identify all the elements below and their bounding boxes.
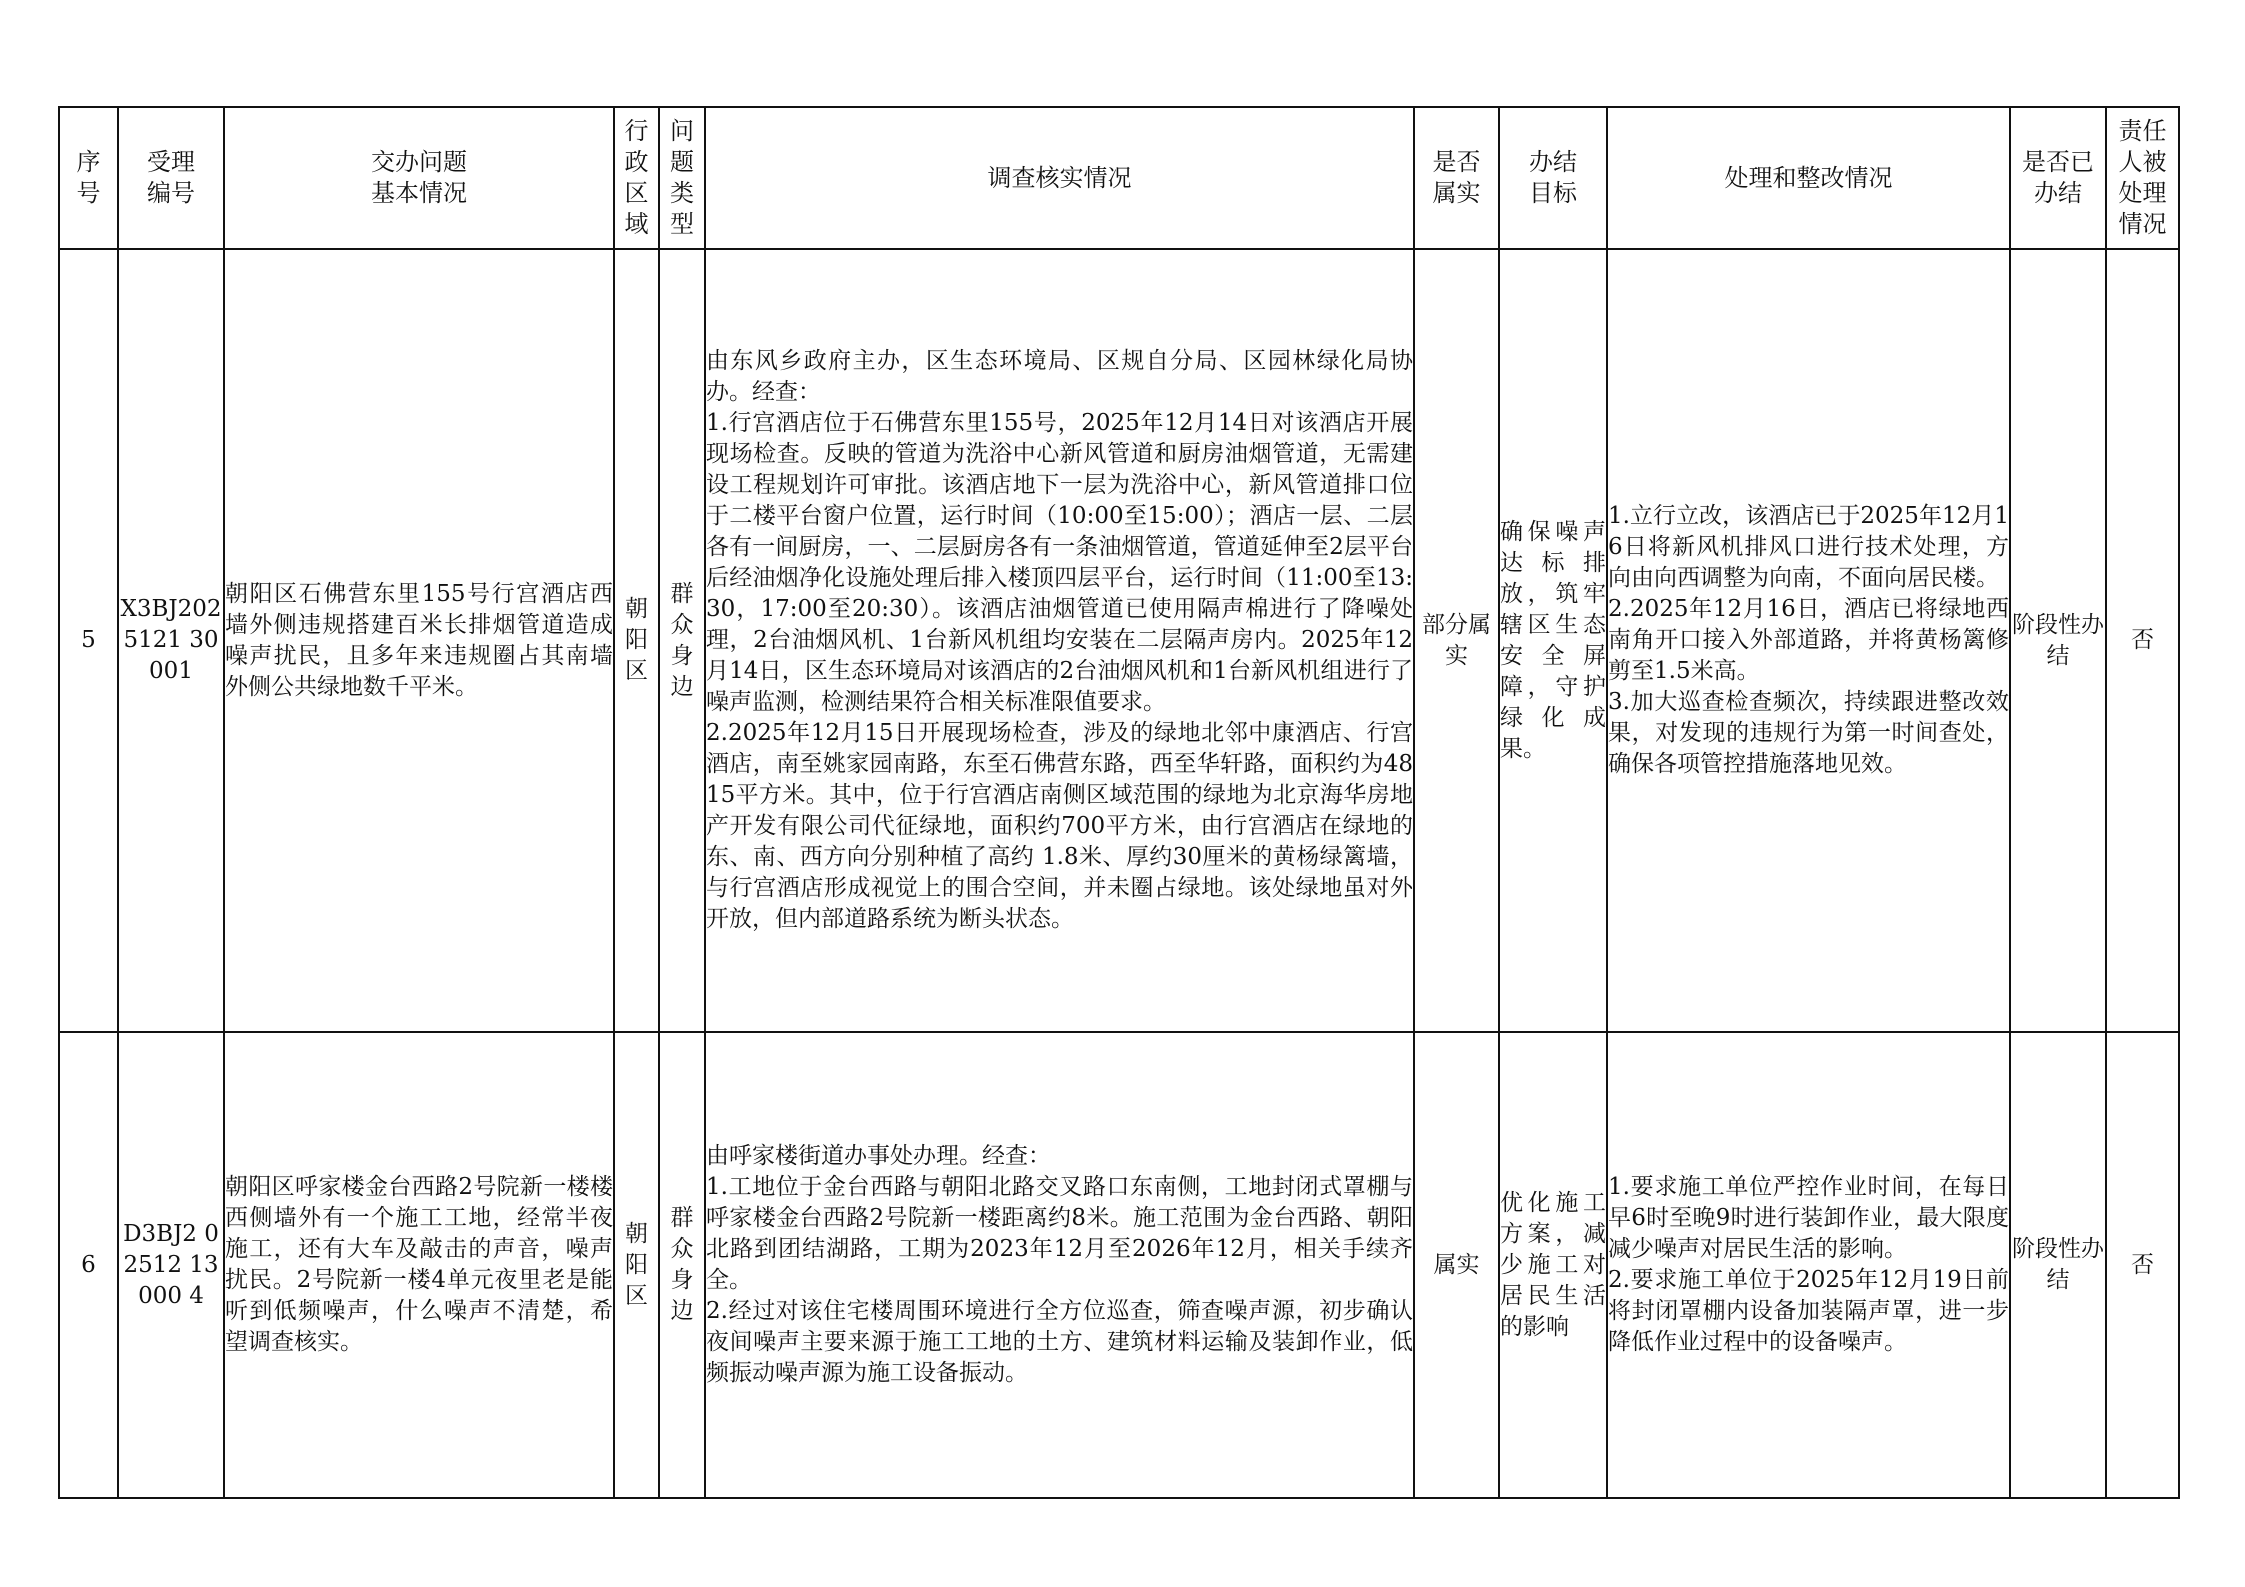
cell-investigation: [705, 249, 1414, 1032]
cell-issue: 朝阳区呼家楼金台西路2号院新一楼楼西侧墙外有一个施工工地，经常半夜施工，还有大车及敲击的声音，噪声扰民。2号院新一楼4单元夜里老是能听到低频噪声，什么噪声不清楚，希望调查核实。: [224, 1032, 614, 1498]
cell-district: 朝阳区: [614, 249, 659, 1032]
investigation-paragraph: 1.工地位于金台西路与朝阳北路交叉路口东南侧，工地封闭式罩棚与呼家楼金台西路2号院新一楼距离约8米。施工范围为金台西路、朝阳北路到团结湖路，工期为2023年12月至2026年12月，相关手续齐全。: [706, 1174, 1413, 1293]
handling-paragraph: 2.2025年12月16日，酒店已将绿地西南角开口接入外部道路，并将黄杨篱修剪至1.5米高。: [1608, 596, 2009, 684]
handling-paragraph: 1.立行立改，该酒店已于2025年12月16日将新风机排风口进行技术处理，方向由向西调整为向南，不面向居民楼。: [1608, 503, 2009, 591]
investigation-paragraph: 由东风乡政府主办，区生态环境局、区规自分局、区园林绿化局协办。经查：: [706, 348, 1413, 405]
header-closed: 是否已办结: [2010, 107, 2106, 249]
cell-handling: [1607, 1032, 2010, 1498]
cell-goal: 确保噪声达标排放，筑牢辖区生态安全屏障，守护绿化成果。: [1499, 249, 1607, 1032]
cell-issue-type: 群众身边: [659, 1032, 705, 1498]
cell-accountability: 否: [2106, 249, 2179, 1032]
header-investigation: 调查核实情况: [705, 107, 1414, 249]
handling-paragraph: 2.要求施工单位于2025年12月19日前将封闭罩棚内设备加装隔声罩，进一步降低作业过程中的设备噪声。: [1608, 1267, 2009, 1355]
cell-accountability: 否: [2106, 1032, 2179, 1498]
header-issue: 交办问题 基本情况: [224, 107, 614, 249]
cell-issue: 朝阳区石佛营东里155号行宫酒店西墙外侧违规搭建百米长排烟管道造成噪声扰民，且多年来违规圈占其南墙外侧公共绿地数千平米。: [224, 249, 614, 1032]
cell-seq: 6: [59, 1032, 118, 1498]
investigation-paragraph: 2.经过对该住宅楼周围环境进行全方位巡查，筛查噪声源，初步确认夜间噪声主要来源于施工工地的土方、建筑材料运输及装卸作业，低频振动噪声源为施工设备振动。: [706, 1298, 1413, 1386]
header-goal: 办结目标: [1499, 107, 1607, 249]
cell-goal: 优化施工方案，减少施工对居民生活的影响: [1499, 1032, 1607, 1498]
cell-seq: 5: [59, 249, 118, 1032]
cell-case-no: D3BJ2 02512 13000 4: [118, 1032, 224, 1498]
header-verified: 是否属实: [1414, 107, 1499, 249]
header-handling: 处理和整改情况: [1607, 107, 2010, 249]
table-row: [59, 249, 2179, 1032]
header-issue-type: 问题类型: [659, 107, 705, 249]
cell-district: 朝阳区: [614, 1032, 659, 1498]
table-header-row: [59, 107, 2179, 249]
investigation-paragraph: 2.2025年12月15日开展现场检查，涉及的绿地北邻中康酒店、行宫酒店，南至姚家园南路，东至石佛营东路，西至华轩路，面积约为4815平方米。其中，位于行宫酒店南侧区域范围的绿地为北京海华房地产开发有限公司代征绿地，面积约700平方米，由行宫酒店在绿地的东、南、西方向分别种植了高约 1.8米、厚约30厘米的黄杨绿篱墙，与行宫酒店形成视觉上的围合空间，并未圈占绿地。该处绿地虽对外开放，但内部道路系统为断头状态。: [706, 720, 1413, 932]
cell-handling: [1607, 249, 2010, 1032]
header-seq: 序号: [59, 107, 118, 249]
handling-paragraph: 3.加大巡查检查频次，持续跟进整改效果，对发现的违规行为第一时间查处，确保各项管控措施落地见效。: [1608, 689, 2009, 777]
header-accountability: 责任人被处理情况: [2106, 107, 2179, 249]
cell-verified: 属实: [1414, 1032, 1499, 1498]
investigation-paragraph: 由呼家楼街道办事处办理。经查：: [706, 1143, 1051, 1169]
cell-closed: 阶段性办结: [2010, 249, 2106, 1032]
cell-closed: 阶段性办结: [2010, 1032, 2106, 1498]
cell-verified: 部分属实: [1414, 249, 1499, 1032]
cell-investigation: [705, 1032, 1414, 1498]
table-row: [59, 1032, 2179, 1498]
header-district: 行政区域: [614, 107, 659, 249]
cell-case-no: X3BJ2025121 30001: [118, 249, 224, 1032]
investigation-paragraph: 1.行宫酒店位于石佛营东里155号，2025年12月14日对该酒店开展现场检查。反映的管道为洗浴中心新风管道和厨房油烟管道，无需建设工程规划许可审批。该酒店地下一层为洗浴中心，新风管道排口位于二楼平台窗户位置，运行时间（10:00至15:00）；酒店一层、二层各有一间厨房，一、二层厨房各有一条油烟管道，管道延伸至2层平台后经油烟净化设施处理后排入楼顶四层平台，运行时间（11:00至13:30，17:00至20:30）。该酒店油烟管道已使用隔声棉进行了降噪处理，2台油烟风机、1台新风机组均安装在二层隔声房内。2025年12月14日，区生态环境局对该酒店的2台油烟风机和1台新风机组进行了噪声监测，检测结果符合相关标准限值要求。: [706, 410, 1413, 715]
handling-paragraph: 1.要求施工单位严控作业时间，在每日早6时至晚9时进行装卸作业，最大限度减少噪声对居民生活的影响。: [1608, 1174, 2009, 1262]
cell-issue-type: 群众身边: [659, 249, 705, 1032]
complaint-table: [58, 106, 2180, 1499]
header-case-no: 受理编号: [118, 107, 224, 249]
